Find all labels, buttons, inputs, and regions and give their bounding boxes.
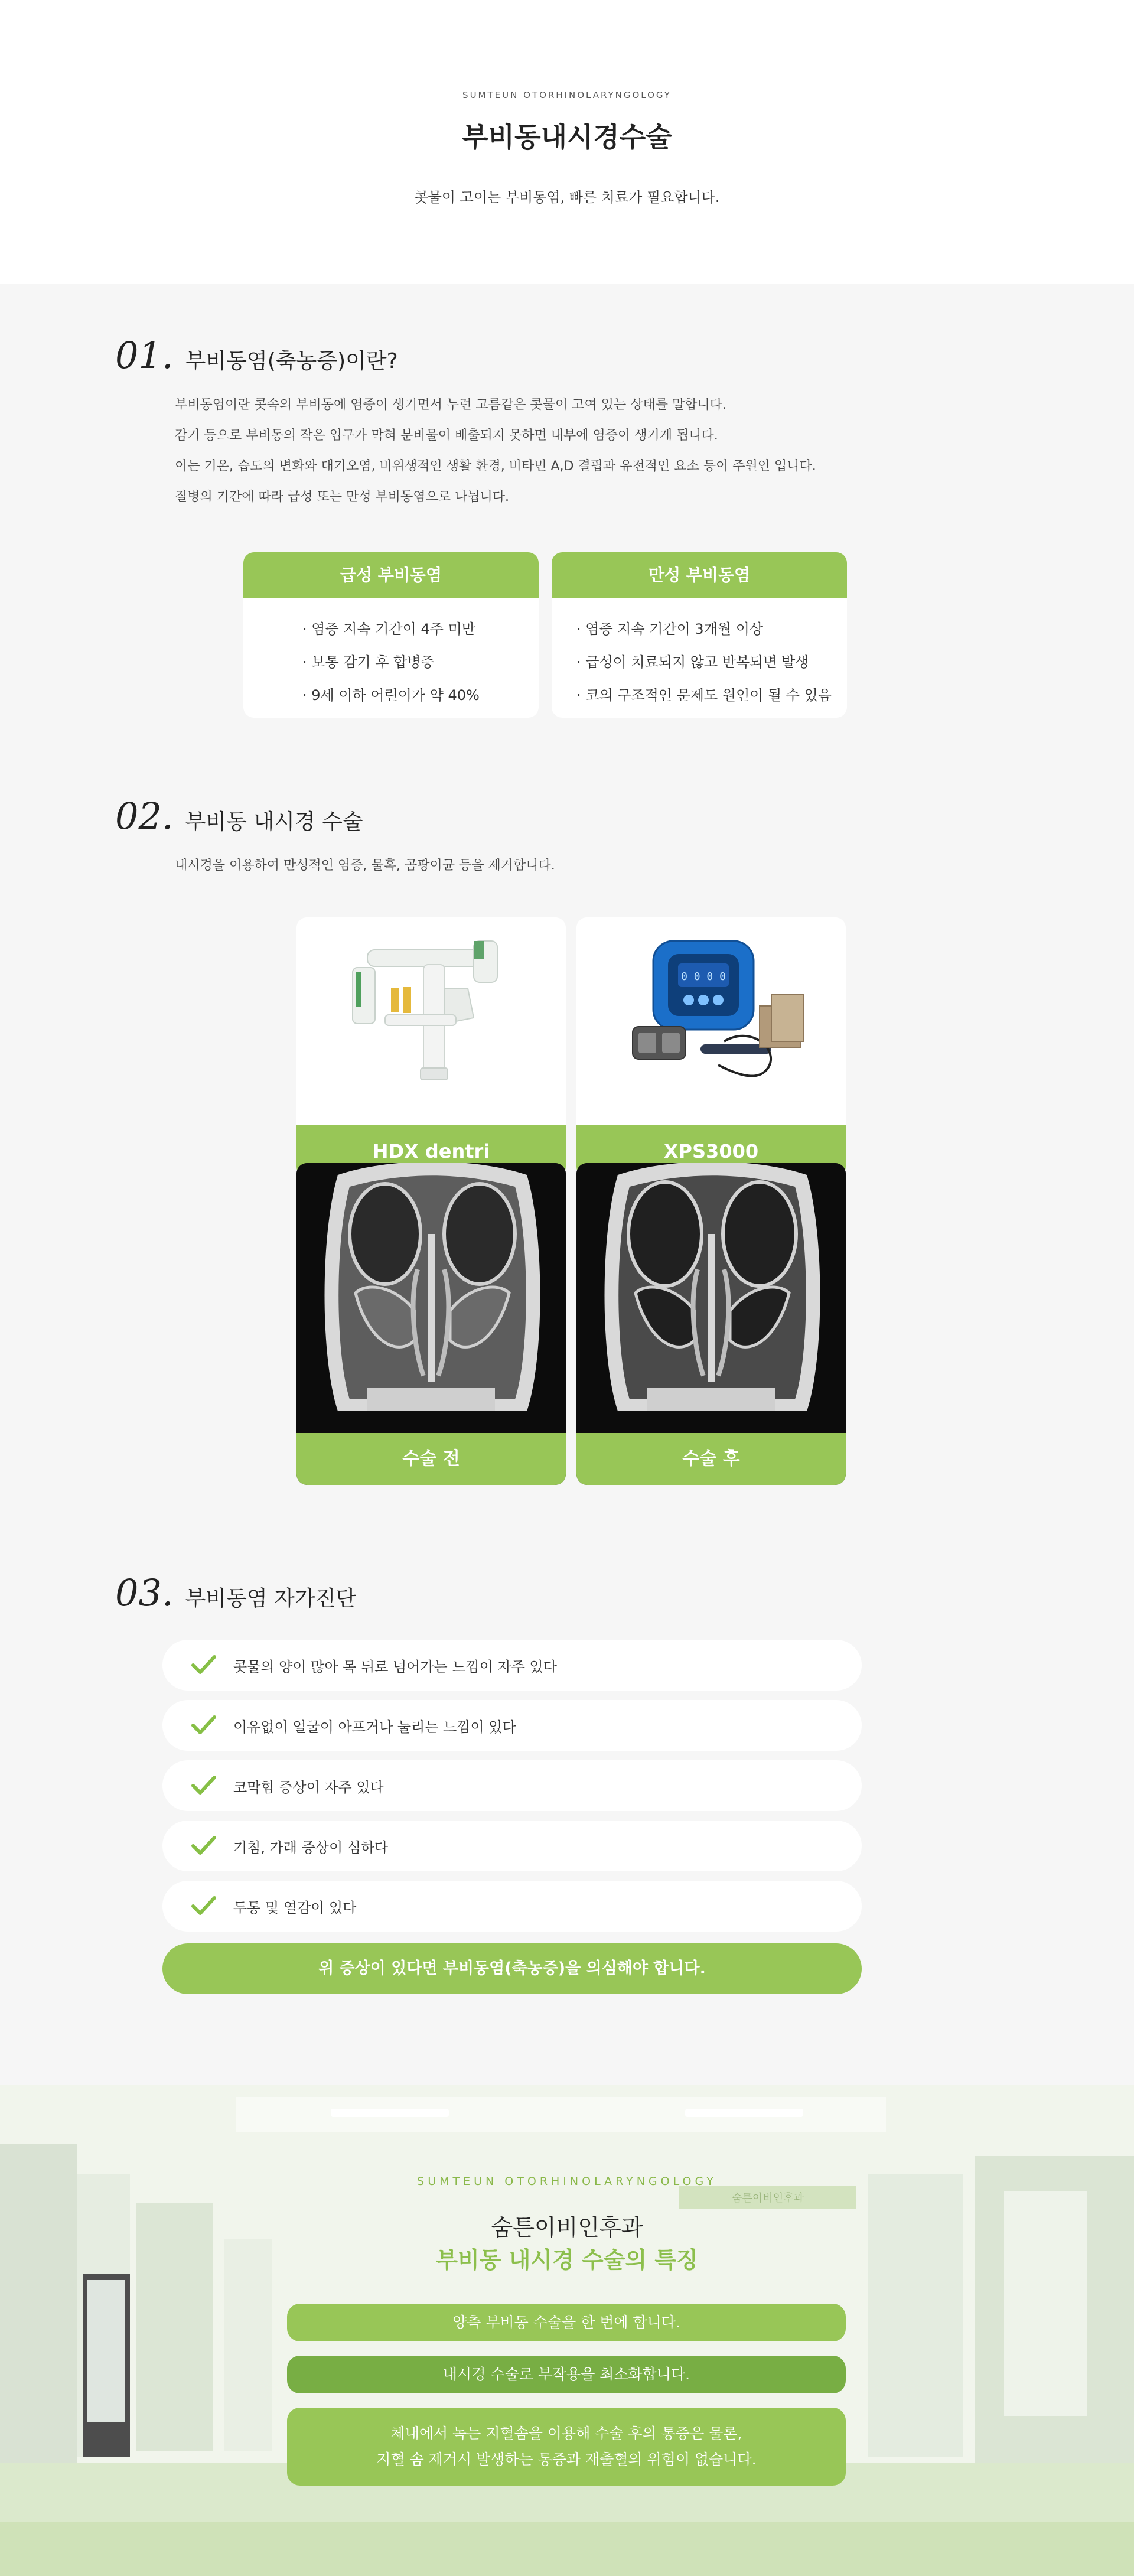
feature-point: 양측 부비동 수술을 한 번에 합니다. xyxy=(287,2304,846,2341)
section1-title: 부비동염(축농증)이란? xyxy=(185,349,398,373)
list-item: · 보통 감기 후 합병증 xyxy=(302,654,435,670)
checklist-item xyxy=(162,1821,862,1871)
check-icon xyxy=(191,1834,217,1858)
checklist-text: 코막힘 증상이 자주 있다 xyxy=(233,1779,384,1796)
acute-card-title: 급성 부비동염 xyxy=(243,552,539,598)
check-icon xyxy=(191,1653,217,1677)
checklist-item xyxy=(162,1760,862,1811)
checklist-text: 이유없이 얼굴이 아프거나 눌리는 느낌이 있다 xyxy=(233,1718,516,1735)
section3-number: 03. xyxy=(115,1571,174,1614)
xps-display-text: 0 0 0 0 xyxy=(681,971,726,983)
section2-heading xyxy=(115,794,363,838)
list-item: · 코의 구조적인 문제도 원인이 될 수 있음 xyxy=(576,687,832,704)
chronic-card-title: 만성 부비동염 xyxy=(552,552,847,598)
section1-paragraph: 감기 등으로 부비동의 작은 입구가 막혀 분비물이 배출되지 못하면 내부에 염증이 생기게 됩니다. xyxy=(175,428,718,443)
checklist-text: 두통 및 열감이 있다 xyxy=(233,1899,357,1916)
list-item: · 9세 이하 어린이가 약 40% xyxy=(302,687,480,704)
list-item: · 급성이 치료되지 않고 반복되면 발생 xyxy=(576,654,809,670)
xps3000-image xyxy=(576,917,846,1098)
xps3000-caption: XPS3000 xyxy=(576,1125,846,1177)
acute-sinusitis-card xyxy=(243,552,539,718)
list-item: · 염증 지속 기간이 3개월 이상 xyxy=(576,621,764,637)
ct-after-image xyxy=(576,1163,846,1433)
check-icon xyxy=(191,1714,217,1737)
chronic-card-list xyxy=(552,598,847,712)
checklist-item xyxy=(162,1881,862,1932)
hdx-dentri-caption: HDX dentri xyxy=(296,1125,566,1177)
feature-point-multiline xyxy=(287,2408,846,2486)
feature-eyebrow: SUMTEUN OTORHINOLARYNGOLOGY xyxy=(417,2175,717,2188)
section1-heading xyxy=(115,334,398,377)
section1-paragraph: 질병의 기간에 따라 급성 또는 만성 부비동염으로 나뉩니다. xyxy=(175,490,509,504)
feature-point-line: 지혈 솜 제거시 발생하는 통증과 재출혈의 위험이 없습니다. xyxy=(376,2451,757,2468)
feature-point: 내시경 수술로 부작용을 최소화합니다. xyxy=(287,2356,846,2393)
feature-title-line1: 숨튼이비인후과 xyxy=(491,2214,643,2240)
hero-section xyxy=(0,0,1134,284)
section3-heading xyxy=(115,1571,356,1614)
section2-description: 내시경을 이용하여 만성적인 염증, 물혹, 곰팡이균 등을 제거합니다. xyxy=(175,858,555,873)
feature-point-line: 체내에서 녹는 지혈솜을 이용해 수술 후의 통증은 물론, xyxy=(390,2425,742,2442)
section1-paragraph: 이는 기온, 습도의 변화와 대기오염, 비위생적인 생활 환경, 비타민 A,D 결핍과 유전적인 요소 등이 주원인 입니다. xyxy=(175,459,816,474)
list-item: · 염증 지속 기간이 4주 미만 xyxy=(302,621,475,637)
checklist-text: 기침, 가래 증상이 심하다 xyxy=(233,1839,389,1856)
chronic-sinusitis-card xyxy=(552,552,847,718)
checklist-item xyxy=(162,1700,862,1751)
ct-before-card xyxy=(296,1163,566,1485)
page-title: 부비동내시경수술 xyxy=(462,121,672,153)
section1-number: 01. xyxy=(115,334,174,377)
section2-number: 02. xyxy=(115,794,174,838)
feature-section xyxy=(0,2085,1134,2576)
hero-subtitle: 콧물이 고이는 부비동염, 빠른 치료가 필요합니다. xyxy=(414,189,720,206)
section3-title: 부비동염 자가진단 xyxy=(185,1587,357,1611)
acute-card-list xyxy=(243,598,539,712)
section2-title: 부비동 내시경 수술 xyxy=(185,810,363,834)
section1-description xyxy=(175,390,816,513)
equipment-card-hdx xyxy=(296,917,566,1177)
equipment-card-xps xyxy=(576,917,846,1177)
ct-after-card xyxy=(576,1163,846,1485)
ct-before-image xyxy=(296,1163,566,1433)
self-diagnosis-verdict: 위 증상이 있다면 부비동염(축농증)을 의심해야 합니다. xyxy=(162,1943,862,1994)
check-icon xyxy=(191,1894,217,1918)
checklist-item xyxy=(162,1640,862,1691)
hero-eyebrow: SUMTEUN OTORHINOLARYNGOLOGY xyxy=(462,90,672,100)
section1-paragraph: 부비동염이란 콧속의 부비동에 염증이 생기면서 누런 고름같은 콧물이 고여 있는 상태를 말합니다. xyxy=(175,398,727,412)
hdx-dentri-image xyxy=(296,917,566,1098)
feature-title-line2: 부비동 내시경 수술의 특징 xyxy=(436,2247,698,2273)
clinic-sign-text: 숨튼이비인후과 xyxy=(732,2192,804,2204)
checklist-text: 콧물의 양이 많아 목 뒤로 넘어가는 느낌이 자주 있다 xyxy=(233,1658,557,1675)
ct-after-caption: 수술 후 xyxy=(576,1433,846,1485)
ct-before-caption: 수술 전 xyxy=(296,1433,566,1485)
check-icon xyxy=(191,1774,217,1797)
